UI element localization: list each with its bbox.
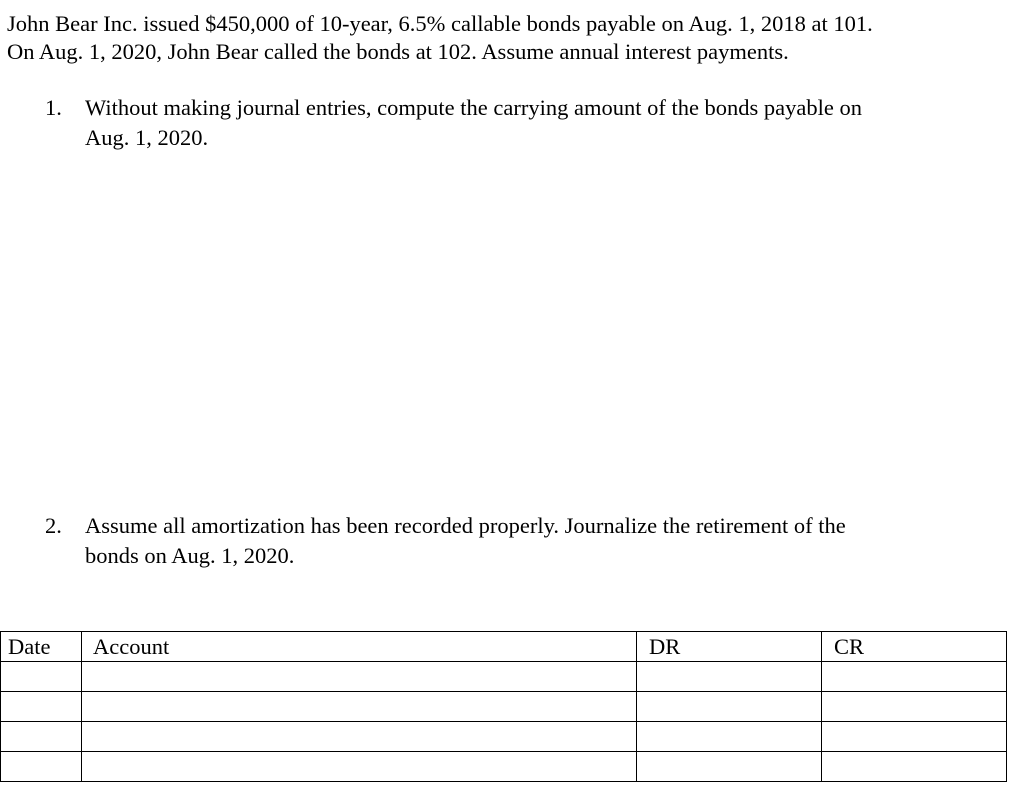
question-line-1: Without making journal entries, compute the carrying amount of the bonds payable on bbox=[85, 95, 863, 120]
question-text bbox=[85, 93, 862, 153]
table-row bbox=[1, 752, 1007, 782]
journal-entry-table bbox=[0, 631, 1007, 782]
table-header-row bbox=[1, 632, 1007, 662]
table-row bbox=[1, 692, 1007, 722]
credit-cell[interactable] bbox=[822, 752, 1007, 782]
date-cell[interactable] bbox=[1, 692, 82, 722]
problem-statement bbox=[7, 10, 1017, 66]
question-text bbox=[85, 511, 846, 571]
credit-cell[interactable] bbox=[822, 692, 1007, 722]
date-column-header: Date bbox=[1, 632, 82, 662]
problem-line-1: John Bear Inc. issued $450,000 of 10-year, 6.5% callable bonds payable on Aug. 1, 2018 at 101. bbox=[7, 11, 873, 36]
credit-cell[interactable] bbox=[822, 662, 1007, 692]
account-cell[interactable] bbox=[82, 722, 637, 752]
debit-cell[interactable] bbox=[637, 722, 822, 752]
question-number: 2. bbox=[45, 513, 62, 538]
debit-column-header: DR bbox=[637, 632, 822, 662]
question-line-2: bonds on Aug. 1, 2020. bbox=[85, 543, 295, 568]
debit-cell[interactable] bbox=[637, 692, 822, 722]
question-number: 1. bbox=[45, 95, 62, 120]
debit-cell[interactable] bbox=[637, 662, 822, 692]
question-line-2: Aug. 1, 2020. bbox=[85, 125, 209, 150]
table-row bbox=[1, 662, 1007, 692]
account-cell[interactable] bbox=[82, 692, 637, 722]
credit-column-header: CR bbox=[822, 632, 1007, 662]
account-cell[interactable] bbox=[82, 752, 637, 782]
problem-line-2: On Aug. 1, 2020, John Bear called the bonds at 102. Assume annual interest payments. bbox=[7, 39, 789, 64]
credit-cell[interactable] bbox=[822, 722, 1007, 752]
question-line-1: Assume all amortization has been recorded properly. Journalize the retirement of the bbox=[85, 513, 846, 538]
table-row bbox=[1, 722, 1007, 752]
account-column-header: Account bbox=[82, 632, 637, 662]
account-cell[interactable] bbox=[82, 662, 637, 692]
date-cell[interactable] bbox=[1, 722, 82, 752]
debit-cell[interactable] bbox=[637, 752, 822, 782]
date-cell[interactable] bbox=[1, 752, 82, 782]
date-cell[interactable] bbox=[1, 662, 82, 692]
